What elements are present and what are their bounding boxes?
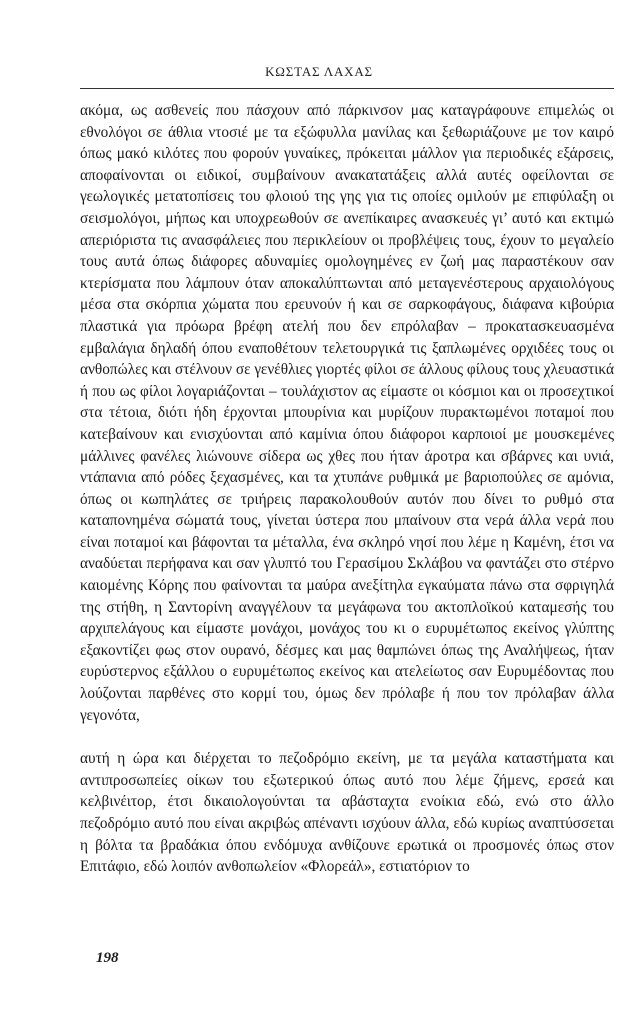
paragraph-1: ακόμα, ως ασθενείς που πάσχουν από πάρκινσον μας καταγράφουνε επιμελώς οι εθνολόγοι σε άθλια ντοσιέ με τα εξώφυλλα μανίλας και ξεθωριάζουνε με τον καιρό όπως μακό κιλότες που φορούν γυναίκες, πρόκειται μάλλον για περιοδικές εξάρσεις, αποφαίνονται οι ειδικοί, συμβαίνουν ανακατατάξεις αλλά αυτές οφείλονται σε γεωλογικές μετατοπίσεις του φλοιού της γης για τις οποίες ομιλούν με επιφύλαξη οι σεισμολόγοι, μήπως και υποχρεωθούν σε ανεπίκαιρες ανασκευές γι’ αυτό και εκτιμώ απεριόριστα τις ανασφάλειες που περικλείουν οι προβλέψεις τους, έχουν το μεγαλείο τους αυτά όπως διάφορες αδυναμίες ομολογημένες εν ζωή μας παραστέκουν σαν κτερίσματα που λάμπουν όταν αποκαλύπτωνται από μεταγενέστερους αρχαιολόγους μέσα στα σκόρπια χώματα που ερευνούν ή και σε σαρκοφάγους, διάφανα κιβούρια πλαστικά για πρόωρα βρέφη ατελή που δεν επρόλαβαν – προκατασκευασμένα εμβαλάγια δηλαδή όπου εναποθέτουν τελετουργικά τις ξαπλωμένες ορχιδέες τους οι ανθοπώλες και στέλνουν σε γενέθλιες γιορτές φίλοι σε άλλους φίλους τους χλευαστικά ή που ως φίλοι λογαριάζονται – τουλάχιστον ας είμαστε οι κόσμιοι και οι προσεχτικοί στα τέτοια, διότι ήδη έρχονται μπουρίνια και μυρίζουν πυρακτωμένοι ποταμοί που κατεβαίνουν και ενισχύονται από καμίνια όπου διάφοροι καρποιοί με μουσκεμένες μάλλινες φανέλες λιώνουνε σίδερα ως χθες που ήταν άροτρα και σβάρνες και υνιά, ντάπανια από ρόδες ξεχασμένες, και τα χτυπάνε ρυθμικά με βαριοπούλες σε αμόνια, όπως οι κωπηλάτες σε τριήρεις παρακολουθούν αυτόν που δίνει το ρυθμό στα καταπονημένα σώματά τους, γίνεται ύστερα που μπαίνουν στα νερά άλλα νερά που είναι ποταμοί και βάφονται τα μέταλλα, ένα σκληρό νησί που λέμε η Καμένη, έτσι να αναδύεται περήφανα και σαν γλυπτό του Γερασίμου Σκλάβου να φαντάζει στο στέρνο καιομένης Κόρης που φαίνονται τα μαύρα ανεξίτηλα εγκαύματα πάνω στα σφριγηλά της στήθη, η Σαντορίνη αναγγέλουν τα μεγάφωνα του ακτοπλοϊκού καταμεσής του αρχιπελάγους και είμαστε μονάχοι, μονάχος του κι ο ευρυμέτωπος εκείνος γλύπτης εξακοντίζει φως στον ουρανό, δέσμες και μας θαμπώνει όπως της Αναλήψεως, ήταν ευρύστερνος εξάλλου ο ευρυμέτωπος εκείνος και ατελείωτος σαν Ευρυμέδοντας που λούζονται παρθένες στο κορμί του, όμως δεν πρόλαβε ή που τον πρόλαβαν άλλα γεγονότα, [80, 102, 614, 724]
header-rule [80, 88, 614, 89]
running-header: ΚΩΣΤΑΣ ΛΑΧΑΣ [265, 64, 373, 79]
paragraph-2: αυτή η ώρα και διέρχεται το πεζοδρόμιο εκείνη, με τα μεγάλα καταστήματα και αντιπροσωπείες οίκων του εξωτερικού όπως αυτό που λέμε ζήμενς, ερσεά και κελβινέιτορ, έτσι δικαιολογούνται τα αβάσταχτα ενοίκια εδώ, ενώ στο άλλο πεζοδρόμιο αυτό που είναι ακριβώς απέναντι ισχύουν άλλα, εδώ κυρίως αναπτύσσεται η βόλτα τα βραδάκια όπου ενδόμυχα ανθίζουνε ερωτικά οι προσμονές όπως στον Επιτάφιο, εδώ λοιπόν ανθοπωλείον «Φλορεάλ», εστιατόριον το [80, 750, 614, 876]
page-number: 198 [96, 950, 119, 966]
main-text [80, 100, 614, 878]
